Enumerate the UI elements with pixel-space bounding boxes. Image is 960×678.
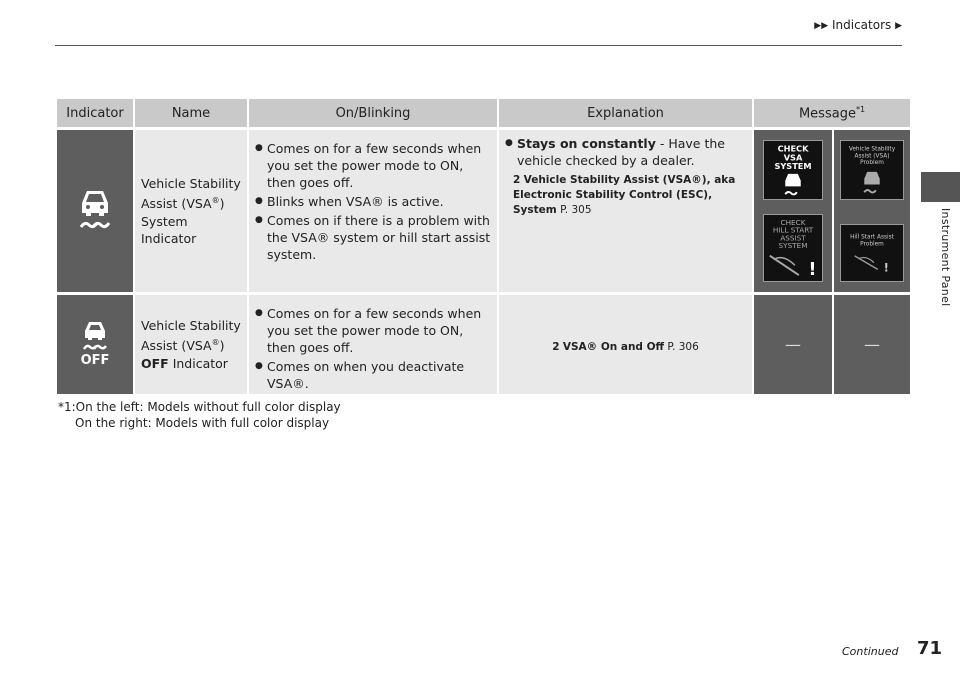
screen-line: CHECK bbox=[777, 143, 809, 154]
vsa-small-icon bbox=[864, 172, 879, 193]
header-on-blinking: On/Blinking bbox=[249, 99, 497, 127]
page-reference[interactable] bbox=[505, 173, 746, 218]
top-divider bbox=[55, 45, 902, 46]
vsa-system-icon bbox=[75, 187, 115, 231]
no-message-dash: — bbox=[785, 335, 801, 354]
header-message-footnote-mark: *1 bbox=[855, 104, 866, 114]
vsa-off-icon bbox=[75, 319, 115, 367]
hill-start-problem-screen bbox=[840, 224, 904, 282]
page-reference[interactable] bbox=[505, 340, 746, 355]
reference-page: P. 305 bbox=[556, 204, 592, 216]
indicator-cell bbox=[57, 295, 133, 394]
screen-line: HILL START bbox=[772, 225, 814, 235]
vsa-small-icon bbox=[785, 174, 800, 195]
explanation-cell bbox=[499, 130, 752, 292]
indicator-cell bbox=[57, 130, 133, 292]
screen-line: Assist (VSA) bbox=[854, 153, 890, 160]
footnote-line: On the right: Models with full color display bbox=[75, 416, 330, 430]
list-item bbox=[505, 135, 746, 169]
warning-exclamation-icon: ! bbox=[808, 260, 817, 281]
breadcrumb-end-arrow: ▶ bbox=[895, 21, 902, 31]
reference-title: Vehicle Stability Assist (VSA®), aka Electronic Stability Control (ESC), System bbox=[513, 174, 736, 216]
message-left-cell bbox=[754, 295, 832, 394]
name-text: Vehicle Stability Assist (VSA bbox=[141, 318, 241, 354]
header-indicator: Indicator bbox=[57, 99, 133, 127]
breadcrumb-arrows: ▶▶ bbox=[814, 21, 829, 31]
header-explanation: Explanation bbox=[499, 99, 752, 127]
name-bold: OFF bbox=[141, 355, 169, 371]
reference-title: VSA® On and Off bbox=[562, 340, 665, 353]
breadcrumb bbox=[0, 18, 902, 32]
off-label: OFF bbox=[80, 352, 110, 367]
list-item: ● Comes on if there is a problem with the VSA® system or hill start assist system. bbox=[255, 212, 491, 263]
list-item: ● Comes on for a few seconds when you set the power mode to ON, then goes off. bbox=[255, 305, 491, 356]
vsa-problem-screen bbox=[840, 140, 904, 200]
screen-line: Problem bbox=[860, 241, 884, 248]
warning-exclamation-icon: ! bbox=[883, 260, 889, 275]
screen-line: VSA bbox=[783, 152, 803, 163]
screen-line: ASSIST bbox=[780, 233, 806, 243]
reference-arrow-icon: 2 bbox=[513, 174, 521, 186]
name-cell bbox=[135, 130, 247, 292]
message-left-cell bbox=[754, 130, 832, 292]
table-header-row bbox=[57, 99, 910, 127]
section-tab bbox=[921, 172, 960, 202]
section-label: Instrument Panel bbox=[939, 208, 952, 307]
footnote-line: *1:On the left: Models without full color display bbox=[58, 400, 341, 414]
screen-line: Vehicle Stability bbox=[848, 146, 896, 153]
page-number: 71 bbox=[917, 638, 943, 659]
table-row bbox=[57, 130, 910, 292]
screen-line: CHECK bbox=[780, 217, 806, 227]
continued-label: Continued bbox=[842, 645, 899, 658]
screen-line: Hill Start Assist bbox=[850, 234, 894, 241]
screen-line: SYSTEM bbox=[774, 161, 812, 172]
on-blinking-cell bbox=[249, 295, 497, 394]
reference-page: P. 306 bbox=[664, 340, 699, 353]
check-hill-start-screen bbox=[763, 214, 823, 282]
explanation-cell bbox=[499, 295, 752, 394]
name-text-end: ) System Indicator bbox=[141, 196, 225, 246]
check-vsa-system-screen bbox=[763, 140, 823, 200]
list-item: ● Comes on for a few seconds when you set the power mode to ON, then goes off. bbox=[255, 140, 491, 191]
message-right-cell bbox=[834, 130, 910, 292]
header-name: Name bbox=[135, 99, 247, 127]
name-rest: Indicator bbox=[168, 355, 228, 371]
registered-mark: ® bbox=[211, 196, 220, 206]
screen-line: SYSTEM bbox=[778, 241, 808, 250]
message-right-cell bbox=[834, 295, 910, 394]
on-blinking-cell bbox=[249, 130, 497, 292]
explanation-bold: Stays on constantly bbox=[517, 136, 656, 151]
table-row bbox=[57, 295, 910, 394]
name-text-end: ) bbox=[219, 338, 225, 354]
name-text: Vehicle Stability Assist (VSA bbox=[141, 176, 241, 212]
registered-mark: ® bbox=[211, 338, 220, 348]
list-item: ● Blinks when VSA® is active. bbox=[255, 193, 491, 210]
header-message-label: Message bbox=[798, 106, 856, 122]
header-message bbox=[754, 99, 910, 127]
indicator-table bbox=[55, 96, 912, 397]
breadcrumb-label: Indicators bbox=[831, 18, 892, 32]
reference-arrow-icon: 2 bbox=[552, 340, 560, 353]
name-cell bbox=[135, 295, 247, 394]
list-item: ● Comes on when you deactivate VSA®. bbox=[255, 358, 491, 392]
no-message-dash: — bbox=[864, 335, 880, 354]
screen-line: Problem bbox=[860, 160, 884, 167]
footnote bbox=[58, 399, 341, 431]
explanation-text: - Have the vehicle checked by a dealer. bbox=[517, 136, 725, 168]
